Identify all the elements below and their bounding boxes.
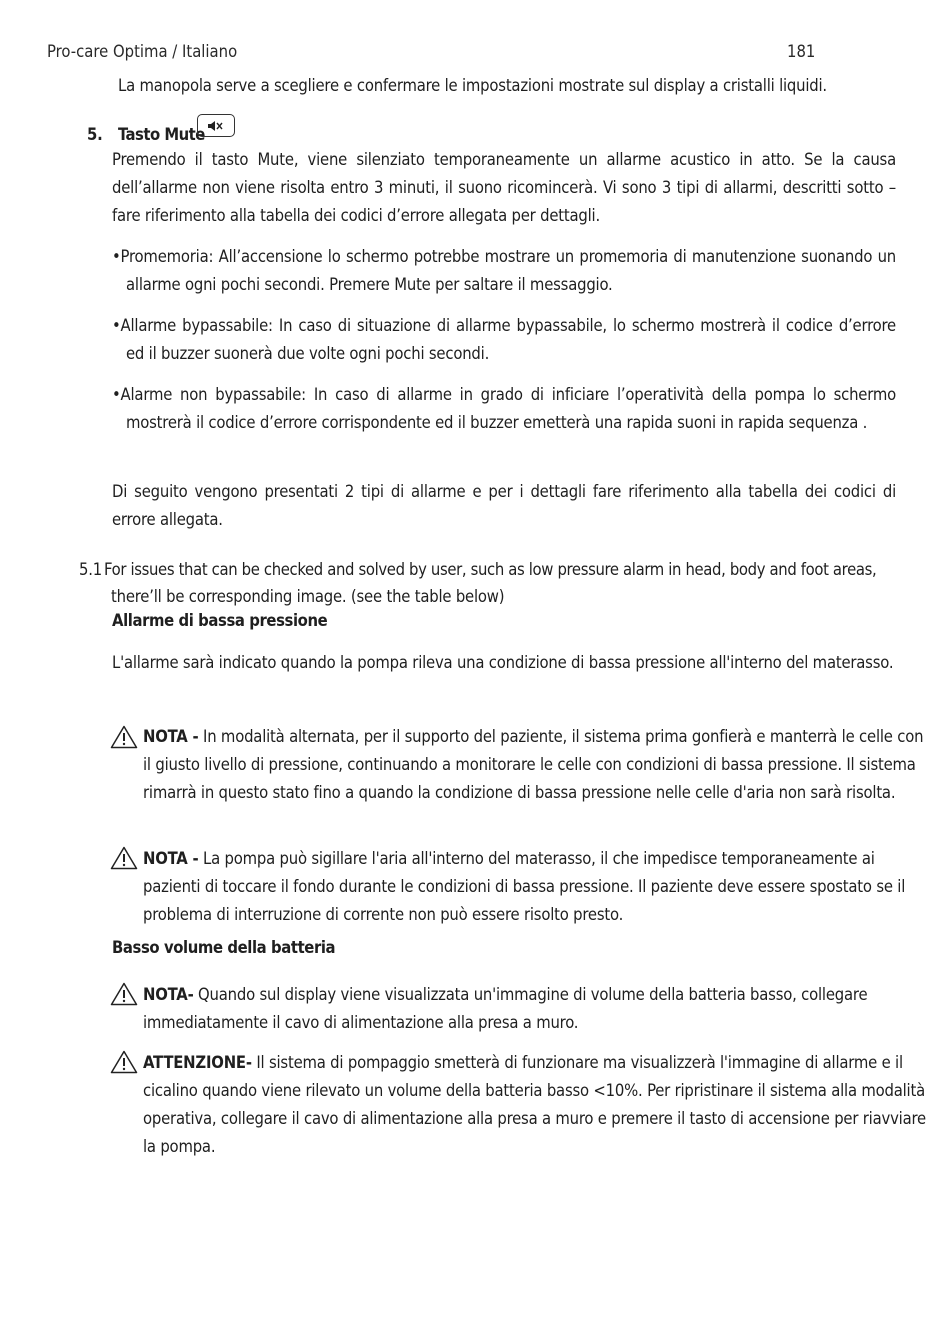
section-5-paragraph: Premendo il tasto Mute, viene silenziato temporaneamente un allarme acustico in atto. Se la causa dell’allarme non viene risolta entro 3 minuti, il suono ricomincerà. Vi sono 3 tipi di allarmi, descritti sotto – fare riferimento alla tabella dei codici d’errore allegata per dettagli. — [112, 150, 896, 225]
header-title: Pro-care Optima / Italiano — [47, 42, 238, 61]
warning-triangle-icon — [110, 1050, 138, 1074]
bullet-reminder: •Promemoria: All’accensione lo schermo potrebbe mostrare un promemoria di manutenzione suonando un allarme ogni pochi secondi. Premere Mute per saltare il messaggio. — [112, 247, 896, 294]
note-text: La pompa può sigillare l'aria all'interno del materasso, il che impedisce temporaneamente ai pazienti di toccare il fondo durante le condizioni di bassa pressione. Il paziente deve essere spostato se il problema di interruzione di corrente non può essere risolto presto. — [143, 849, 906, 924]
warning-label: ATTENZIONE- — [143, 1053, 252, 1072]
note-label: NOTA- — [143, 985, 194, 1004]
note-label: NOTA - — [143, 727, 199, 746]
section-5-title: Tasto Mute — [118, 125, 205, 144]
low-pressure-heading: Allarme di bassa pressione — [112, 611, 328, 630]
speaker-mute-icon — [206, 119, 226, 133]
note-text: Quando sul display viene visualizzata un'immagine di volume della batteria basso, collegare immediatamente il cavo di alimentazione alla presa a muro. — [143, 985, 868, 1032]
low-pressure-paragraph: L'allarme sarà indicato quando la pompa rileva una condizione di bassa pressione all'interno del materasso. — [112, 653, 894, 672]
section-51-intro-line-1: For issues that can be checked and solved by user, such as low pressure alarm in head, body and foot areas, — [104, 560, 877, 579]
battery-heading: Basso volume della batteria — [112, 938, 336, 957]
battery-warning — [143, 1049, 938, 1161]
note-text: In modalità alternata, per il supporto del paziente, il sistema prima gonfierà e manterrà le celle con il giusto livello di pressione, continuando a monitorare le celle con condizioni di bassa pressione. Il sistema rimarrà in questo stato fino a quando la condizione di bassa pressione nelle celle d'aria non sarà risolta. — [143, 727, 924, 802]
section-51-intro-line-2: there’ll be corresponding image. (see the table below) — [111, 587, 505, 606]
warning-triangle-icon — [110, 846, 138, 870]
intro-line: La manopola serve a scegliere e confermare le impostazioni mostrate sul display a cristalli liquidi. — [118, 76, 827, 95]
section-5-number: 5. — [87, 125, 103, 144]
bullet-non-bypassable-alarm: •Alarme non bypassabile: In caso di allarme in grado di inficiare l’operatività della pompa lo schermo mostrerà il codice d’errore corrispondente ed il buzzer emetterà una rapida suoni in rapida sequenza . — [112, 385, 896, 432]
note-label: NOTA - — [143, 849, 199, 868]
warning-triangle-icon — [110, 982, 138, 1006]
page-number: 181 — [787, 42, 816, 61]
section-51-number: 5.1 — [79, 560, 102, 579]
section-5-closing: Di seguito vengono presentati 2 tipi di allarme e per i dettagli fare riferimento alla tabella dei codici di errore allegata. — [112, 482, 896, 529]
battery-note — [143, 981, 903, 1037]
warning-triangle-icon — [110, 725, 138, 749]
mute-button-illustration — [197, 114, 235, 137]
low-pressure-note-1 — [143, 723, 933, 807]
bullet-bypassable-alarm: •Allarme bypassabile: In caso di situazione di allarme bypassabile, lo schermo mostrerà il codice d’errore ed il buzzer suonerà due volte ogni pochi secondi. — [112, 316, 896, 363]
warning-text: Il sistema di pompaggio smetterà di funzionare ma visualizzerà l'immagine di allarme e il cicalino quando viene rilevato un volume della batteria basso <10%. Per ripristinare il sistema alla modalità operativa, collegare il cavo di alimentazione alla presa a muro e premere il tasto di accensione per riavviare la pompa. — [143, 1053, 926, 1156]
low-pressure-note-2 — [143, 845, 928, 929]
